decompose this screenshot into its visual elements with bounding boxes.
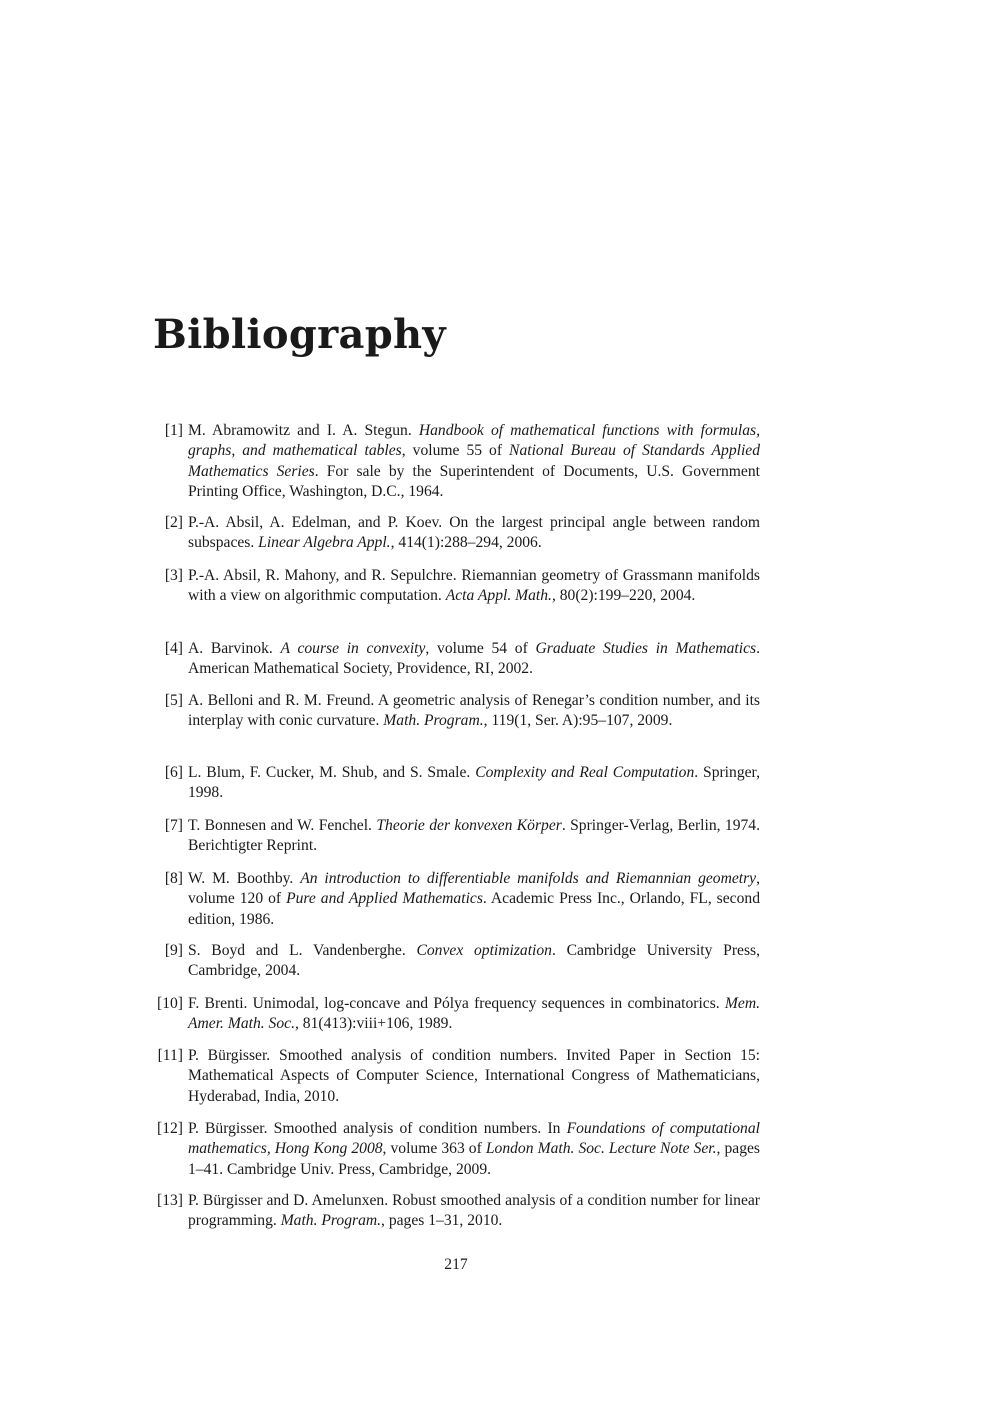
bib-entry-label: [11]	[157, 1047, 183, 1064]
bib-entry-text	[188, 1191, 760, 1232]
bib-entry-label: [9]	[164, 942, 183, 959]
bib-italic-run: An introduction to differentiable manifolds and Riemannian geometry	[300, 870, 757, 887]
bib-italic-run: London Math. Soc. Lecture Note Ser.	[485, 1140, 717, 1158]
bib-italic-run: Handbook of mathematical functions with formulas, graphs, and mathematical tables	[188, 422, 760, 460]
bib-entry-text	[188, 566, 760, 607]
bib-text-run: , 414(1):288–294, 2006.	[390, 534, 542, 552]
bib-entry-label: [1]	[164, 422, 183, 439]
bib-entry-text	[188, 513, 760, 554]
bib-italic-run: A course in convexity	[280, 640, 426, 657]
bib-text-run: A. Barvinok.	[188, 640, 281, 657]
bib-entry-text	[188, 691, 760, 732]
bib-text-run: P. Bürgisser. Smoothed analysis of condition numbers. In	[188, 1120, 567, 1137]
bib-text-run: . Academic Press Inc., Orlando, FL, second edition, 1986.	[188, 890, 760, 928]
bib-text-run: , 80(2):199–220, 2004.	[551, 587, 696, 605]
bib-text-run: , pages 1–31, 2010.	[381, 1212, 503, 1230]
bib-text-run: P. Bürgisser. Smoothed analysis of condition numbers. Invited Paper in Section 15: Mathematical Aspects of Computer Science, International Congress of Mathematicians, Hyderabad, India, 2010.	[188, 1047, 760, 1105]
bib-entry-label: [8]	[164, 870, 183, 887]
bib-italic-run: National Bureau of Standards Applied Mathematics Series	[188, 442, 760, 480]
bib-text-run: L. Blum, F. Cucker, M. Shub, and S. Smale.	[188, 764, 476, 781]
bib-entry-text	[188, 941, 760, 982]
bib-entry-text	[188, 763, 760, 804]
bib-italic-run: Complexity and Real Computation	[475, 764, 695, 781]
bib-text-run: P. Bürgisser and D. Amelunxen. Robust smoothed analysis of a condition number for linear programming.	[188, 1192, 760, 1230]
bib-italic-run: Acta Appl. Math.	[445, 587, 552, 605]
bib-text-run: A. Belloni and R. M. Freund. A geometric analysis of Renegar’s condition number, and its interplay with conic curvature.	[188, 692, 760, 730]
bib-text-run: , volume 54 of	[425, 640, 536, 657]
bib-entry-label: [7]	[164, 817, 183, 834]
bib-entry-text	[188, 639, 760, 680]
bib-entry-label: [10]	[157, 995, 183, 1012]
bib-text-run: . Springer-Verlag, Berlin, 1974. Berichtigter Reprint.	[188, 817, 761, 855]
bib-text-run: M. Abramowitz and I. A. Stegun.	[188, 422, 419, 439]
bib-italic-run: Linear Algebra Appl.	[258, 534, 391, 552]
bib-entry-label: [6]	[164, 764, 183, 781]
bib-text-run: . American Mathematical Society, Providence, RI, 2002.	[188, 640, 760, 678]
bib-text-run: F. Brenti. Unimodal, log-concave and Pólya frequency sequences in combinatorics.	[188, 995, 725, 1012]
bib-italic-run: Mem. Amer. Math. Soc.	[188, 995, 760, 1033]
bib-entry-label: [4]	[164, 640, 183, 657]
bib-italic-run: Math. Program.	[383, 712, 484, 730]
bib-text-run: W. M. Boothby.	[188, 870, 301, 887]
bib-text-run: , volume 55 of	[401, 442, 510, 460]
bib-text-run: . Cambridge University Press, Cambridge, 2004.	[188, 942, 760, 980]
bib-text-run: , pages 1–41. Cambridge Univ. Press, Cambridge, 2009.	[188, 1140, 760, 1178]
page-number: 217	[444, 1256, 468, 1273]
bib-text-run: , 119(1, Ser. A):95–107, 2009.	[483, 712, 673, 730]
bib-italic-run: Theorie der konvexen Körper	[376, 817, 562, 834]
bib-text-run: , 81(413):viii+106, 1989.	[294, 1015, 453, 1033]
bib-text-run: P.-A. Absil, A. Edelman, and P. Koev. On the largest principal angle between random subspaces.	[188, 514, 760, 552]
bib-text-run: S. Boyd and L. Vandenberghe.	[188, 942, 417, 959]
bib-text-run: . For sale by the Superintendent of Documents, U.S. Government Printing Office, Washington, D.C., 1964.	[188, 462, 760, 500]
bib-text-run: , volume 363 of	[382, 1140, 486, 1158]
bib-entry-label: [12]	[157, 1120, 183, 1137]
bib-italic-run: Graduate Studies in Mathematics	[535, 640, 757, 657]
bib-text-run: , volume 120 of	[188, 870, 761, 908]
bib-entry-label: [2]	[164, 514, 183, 531]
page-title: Bibliography	[153, 311, 446, 358]
bib-entry-text	[188, 816, 760, 857]
bib-italic-run: Pure and Applied Mathematics	[286, 890, 483, 908]
bib-entry-text	[188, 1119, 760, 1180]
bib-text-run: T. Bonnesen and W. Fenchel.	[188, 817, 377, 834]
bib-text-run: P.-A. Absil, R. Mahony, and R. Sepulchre. Riemannian geometry of Grassmann manifolds with a view on algorithmic computation.	[188, 567, 760, 605]
bib-italic-run: Convex optimization	[416, 942, 552, 959]
bib-text-run: . Springer, 1998.	[188, 764, 761, 802]
bib-italic-run: Foundations of computational mathematics, Hong Kong 2008	[188, 1120, 760, 1158]
bib-entry-text	[188, 869, 760, 930]
bib-entry-text	[188, 994, 760, 1035]
bib-italic-run: Math. Program.	[280, 1212, 382, 1230]
bib-entry-label: [5]	[164, 692, 183, 709]
bib-entry-label: [3]	[164, 567, 183, 584]
bib-entry-label: [13]	[157, 1192, 183, 1209]
bib-entry-text	[188, 421, 760, 502]
bib-entry-text	[188, 1046, 760, 1107]
